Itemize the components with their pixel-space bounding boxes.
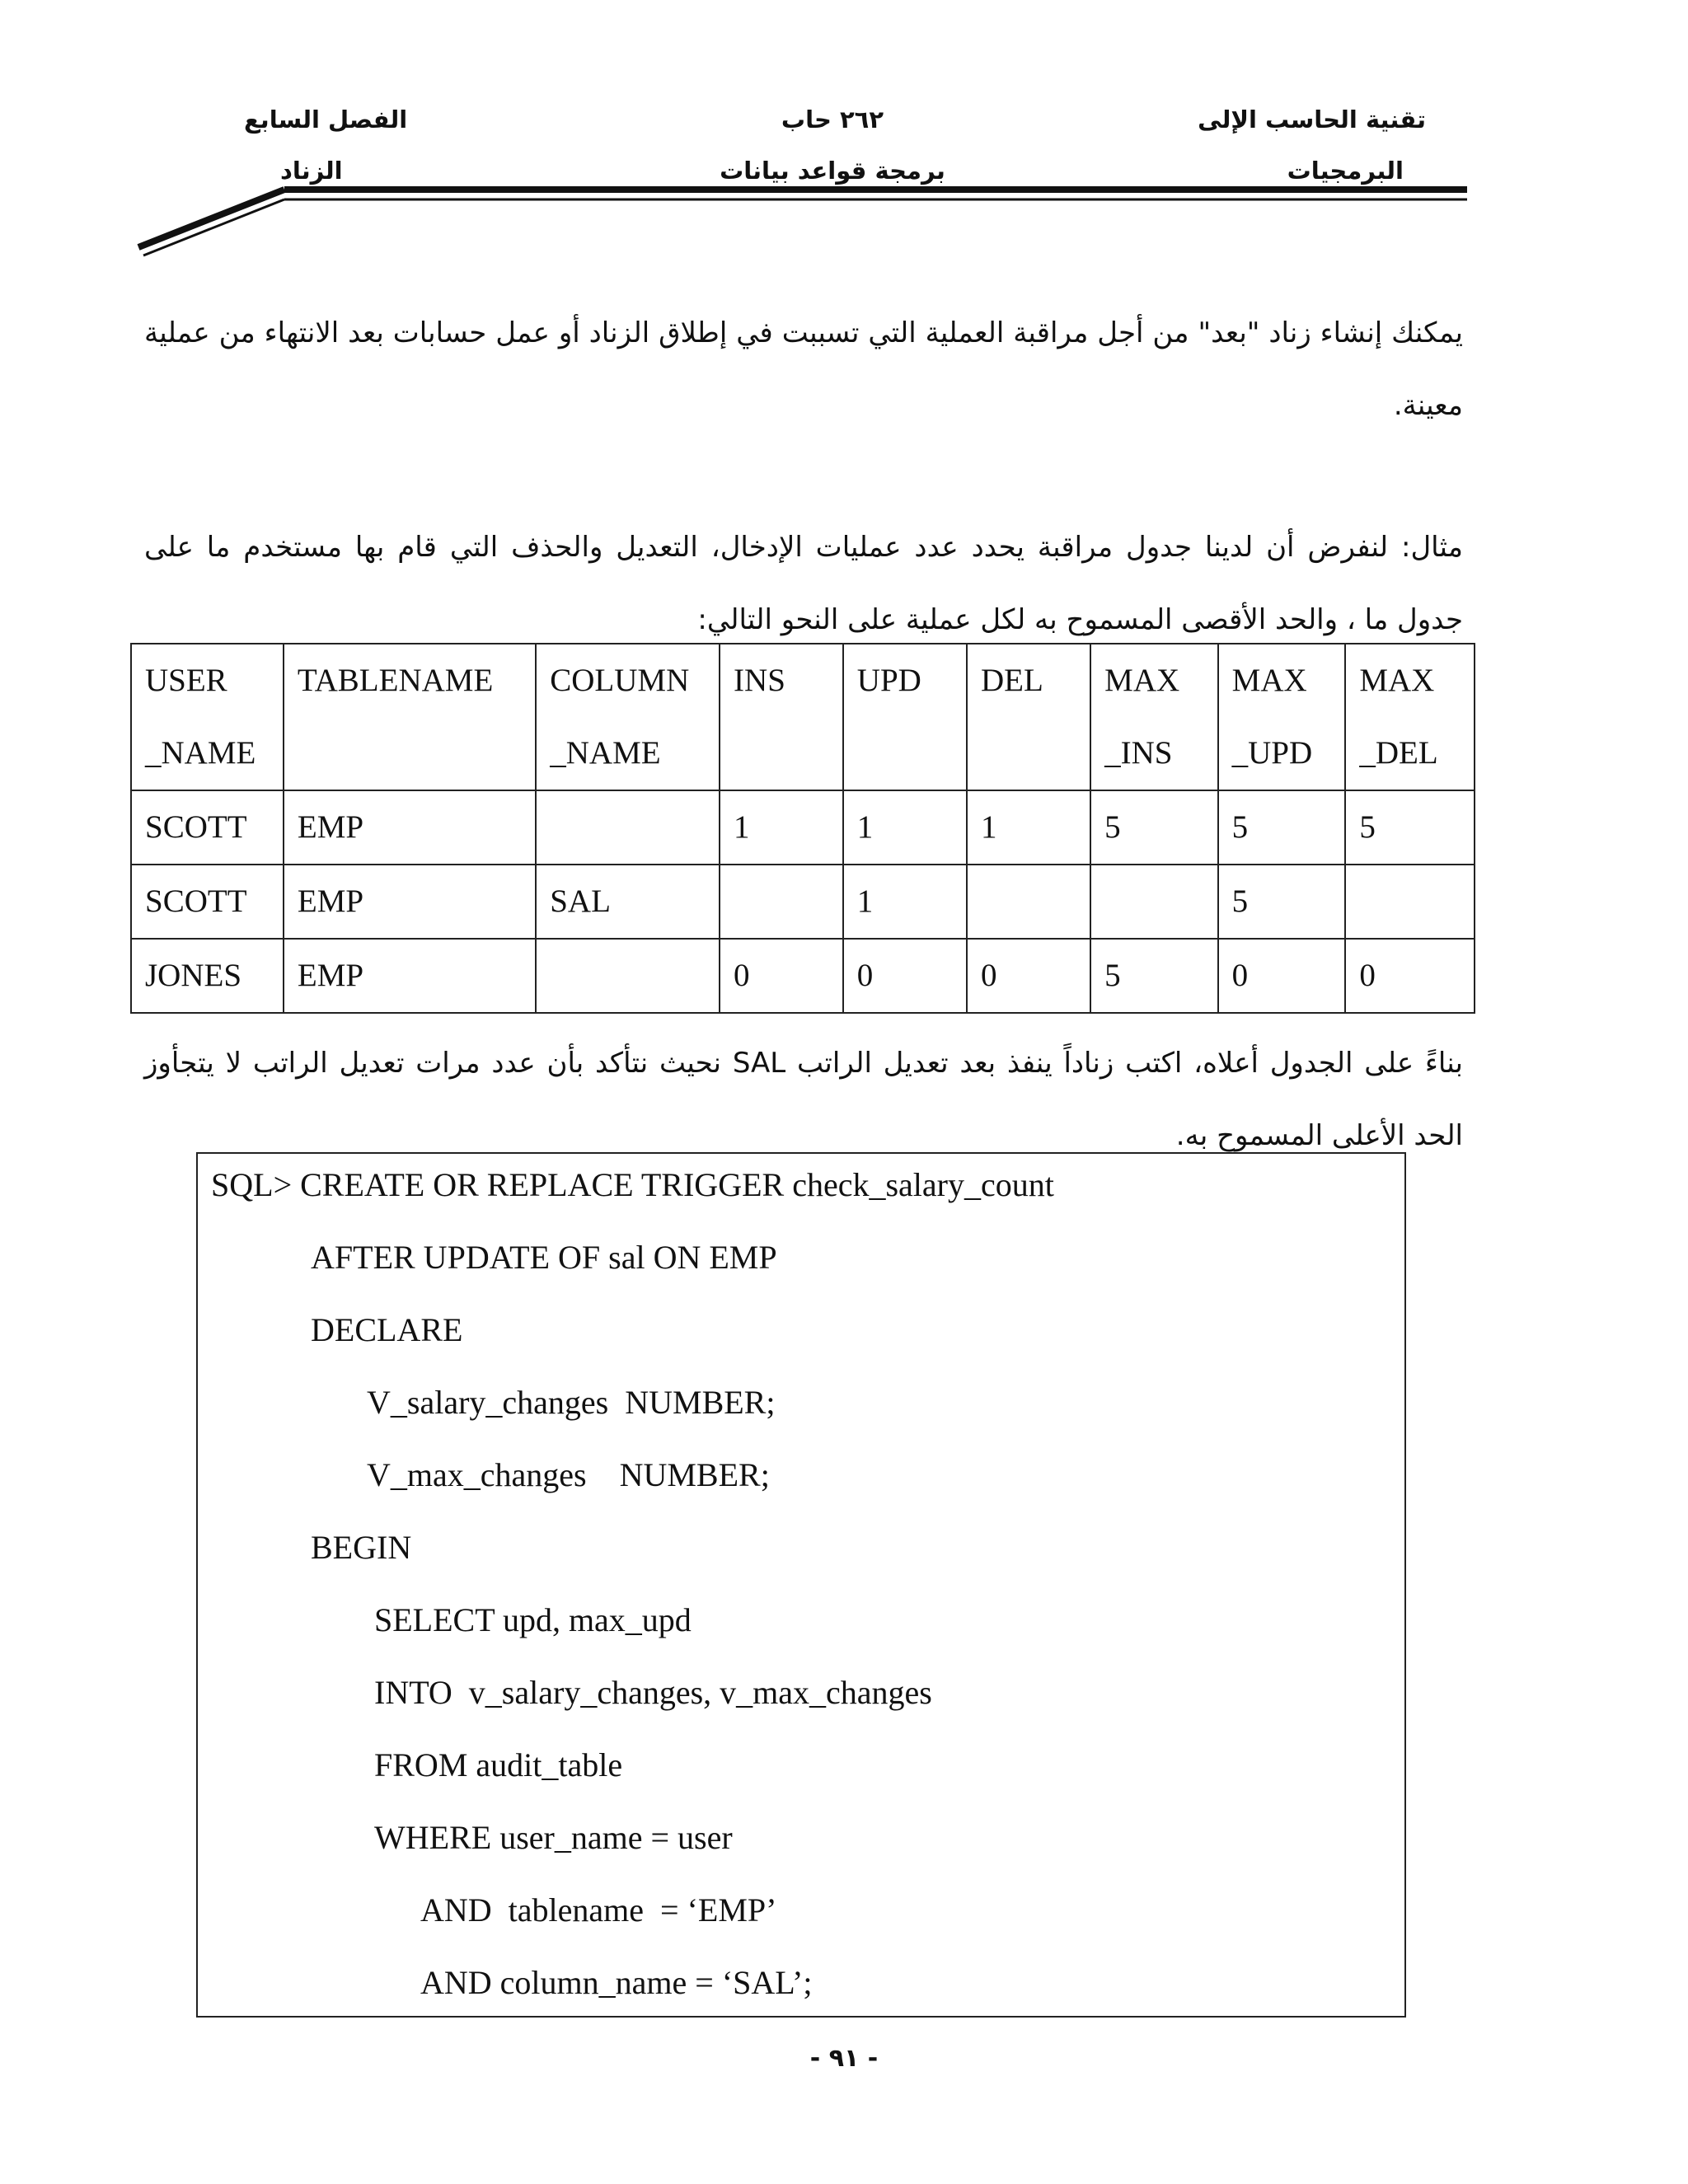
table-cell: 5	[1345, 790, 1475, 865]
table-header-row	[131, 644, 1475, 790]
table-row	[131, 939, 1475, 1013]
code-line: DECLARE	[311, 1311, 463, 1348]
table-cell	[1345, 865, 1475, 939]
code-line: V_max_changes NUMBER;	[367, 1456, 770, 1493]
code-line: FROM audit_table	[374, 1746, 623, 1783]
header-course-title: برمجة قواعد بيانات	[720, 157, 945, 185]
table-cell: SAL	[536, 865, 720, 939]
code-line: INTO v_salary_changes, v_max_changes	[374, 1674, 932, 1711]
table-cell: 0	[967, 939, 1090, 1013]
header-cell: INS	[720, 644, 843, 790]
page-number: - ٩١ -	[809, 2044, 879, 2073]
header-cell: UPD	[843, 644, 967, 790]
intro-paragraph: يمكنك إنشاء زناد "بعد" من أجل مراقبة العملية التي تسببت في إطلاق الزناد أو عمل حسابات بعد الانتهاء من عملية معينة.	[144, 316, 1463, 422]
table-cell: 5	[1090, 790, 1218, 865]
code-line: AND tablename = ‘EMP’	[420, 1891, 777, 1929]
table-cell: 1	[843, 865, 967, 939]
table-cell: 5	[1218, 790, 1346, 865]
table-cell	[536, 939, 720, 1013]
table-cell: 5	[1218, 865, 1346, 939]
header-chapter: الفصل السابع	[244, 105, 408, 134]
header-subject: البرمجيات	[1287, 157, 1404, 185]
code-line: SQL> CREATE OR REPLACE TRIGGER check_salary_count	[211, 1166, 1054, 1203]
header-cell: TABLENAME	[284, 644, 536, 790]
table-cell	[967, 865, 1090, 939]
header-cell: MAX _DEL	[1345, 644, 1475, 790]
code-line: V_salary_changes NUMBER;	[367, 1384, 776, 1421]
code-line: WHERE user_name = user	[374, 1819, 733, 1856]
code-line: BEGIN	[311, 1529, 412, 1566]
code-line: SELECT upd, max_upd	[374, 1601, 692, 1638]
table-cell: SCOTT	[131, 790, 284, 865]
table-cell: 0	[1218, 939, 1346, 1013]
table-cell	[536, 790, 720, 865]
example-paragraph: مثال: لنفرض أن لدينا جدول مراقبة يحدد عدد عمليات الإدخال، التعديل والحذف التي قام بها مستخدم ما على جدول ما ، والحد الأقصى المسموح به لكل عملية على النحو التالي:	[144, 531, 1463, 636]
code-block	[196, 1152, 1406, 2018]
code-line: AND column_name = ‘SAL’;	[420, 1964, 813, 2001]
table-cell	[720, 865, 843, 939]
table-cell: 0	[843, 939, 967, 1013]
table-cell: 5	[1090, 939, 1218, 1013]
header-cell: USER _NAME	[131, 644, 284, 790]
table-cell: EMP	[284, 865, 536, 939]
table-cell: EMP	[284, 790, 536, 865]
code-line: AFTER UPDATE OF sal ON EMP	[311, 1239, 777, 1276]
audit-table	[130, 643, 1475, 1014]
table-row	[131, 790, 1475, 865]
header-topic: الزناد	[280, 157, 343, 185]
table-cell: 1	[967, 790, 1090, 865]
table-row	[131, 865, 1475, 939]
table-cell: SCOTT	[131, 865, 284, 939]
header-rule	[0, 0, 1688, 272]
table-cell	[1090, 865, 1218, 939]
header-course-code: ٢٦٢ حاب	[781, 105, 884, 134]
task-paragraph: بناءً على الجدول أعلاه، اكتب زناداً ينفذ بعد تعديل الراتب SAL نحيث نتأكد بأن عدد مرات تعديل الراتب لا يتجأوز الحد الأعلى المسموح به.	[144, 1047, 1463, 1152]
table-cell: 0	[1345, 939, 1475, 1013]
header-cell: COLUMN _NAME	[536, 644, 720, 790]
header-cell: DEL	[967, 644, 1090, 790]
table-cell: 0	[720, 939, 843, 1013]
table-cell: 1	[843, 790, 967, 865]
header-cell: MAX _INS	[1090, 644, 1218, 790]
header-cell: MAX _UPD	[1218, 644, 1346, 790]
table-cell: 1	[720, 790, 843, 865]
table-cell: JONES	[131, 939, 284, 1013]
header-department: تقنية الحاسب الإلى	[1198, 105, 1426, 134]
table-cell: EMP	[284, 939, 536, 1013]
